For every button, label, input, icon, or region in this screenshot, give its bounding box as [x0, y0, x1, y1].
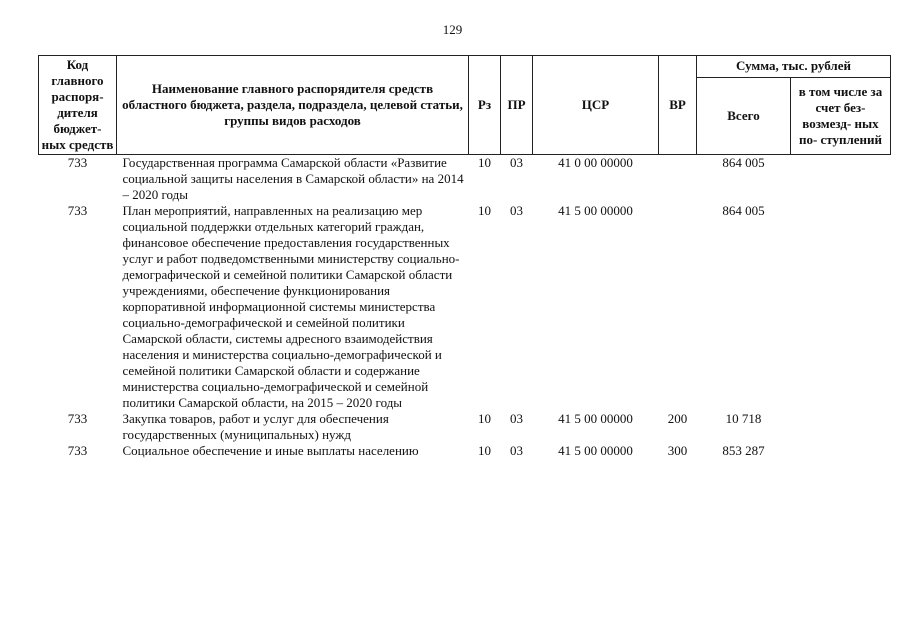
- table-body: [39, 155, 891, 460]
- cell-vr: 200: [667, 411, 688, 426]
- cell-rz: 10: [478, 155, 491, 170]
- header-rz: Рз: [469, 56, 501, 155]
- page-number: 129: [442, 22, 463, 37]
- cell-code: 733: [67, 203, 88, 218]
- cell-rz: 10: [478, 411, 491, 426]
- budget-table: [38, 55, 891, 459]
- cell-pr: 03: [510, 155, 523, 170]
- cell-total: 853 287: [722, 443, 765, 458]
- cell-csr: 41 0 00 00000: [558, 155, 633, 170]
- table-row: [39, 411, 891, 443]
- cell-csr: 41 5 00 00000: [558, 203, 633, 218]
- cell-total: 864 005: [722, 203, 765, 218]
- cell-rz: 10: [478, 203, 491, 218]
- cell-rz: 10: [478, 443, 491, 458]
- table-row: [39, 203, 891, 411]
- header-sum-group: Сумма, тыс. рублей: [697, 56, 891, 78]
- cell-name: План мероприятий, направленных на реализацию мер социальной поддержки отдельных категорий граждан, финансовое обеспечение предоставления государственных услуг и работ подведомственными министерству социально-демографической и семейной политики Самарской области учреждениями, обеспечение функционирования корпоративной информационной системы министерства социально-демографической и семейной политики Самарской области, системы адресного взаимодействия населения и министерства социально-демографической и семейной политики Самарской области и содержание министерства социально-демографической и семейной политики Самарской области, на 2015 – 2020 годы: [122, 203, 460, 410]
- cell-free: [791, 203, 891, 411]
- cell-csr: 41 5 00 00000: [558, 411, 633, 426]
- cell-total: 864 005: [722, 155, 765, 170]
- cell-csr: 41 5 00 00000: [558, 443, 633, 458]
- cell-code: 733: [67, 411, 88, 426]
- table-row: [39, 155, 891, 204]
- table-header: [39, 56, 891, 155]
- cell-pr: 03: [510, 443, 523, 458]
- cell-free: [791, 411, 891, 443]
- cell-code: 733: [67, 155, 88, 170]
- cell-pr: 03: [510, 411, 523, 426]
- cell-vr: [659, 203, 697, 411]
- cell-pr: 03: [510, 203, 523, 218]
- header-csr: ЦСР: [533, 56, 659, 155]
- cell-vr: 300: [667, 443, 688, 458]
- cell-free: [791, 155, 891, 204]
- header-pr: ПР: [501, 56, 533, 155]
- cell-name: Государственная программа Самарской области «Развитие социальной защиты населения в Самарской области» на 2014 – 2020 годы: [122, 155, 464, 202]
- cell-code: 733: [67, 443, 88, 458]
- cell-vr: [659, 155, 697, 204]
- cell-total: 10 718: [725, 411, 762, 426]
- table-row: [39, 443, 891, 459]
- cell-name: Социальное обеспечение и иные выплаты населению: [122, 443, 419, 458]
- header-vr: ВР: [659, 56, 697, 155]
- cell-free: [791, 443, 891, 459]
- header-free: в том числе за счет без- возмезд- ных по- ступлений: [791, 77, 891, 154]
- cell-name: Закупка товаров, работ и услуг для обеспечения государственных (муниципальных) нужд: [122, 411, 389, 442]
- header-total: Всего: [697, 77, 791, 154]
- header-code: Код главного распоря- дителя бюджет- ных средств: [39, 56, 117, 155]
- header-name: Наименование главного распорядителя средств областного бюджета, раздела, подраздела, целевой статьи, группы видов расходов: [117, 56, 469, 155]
